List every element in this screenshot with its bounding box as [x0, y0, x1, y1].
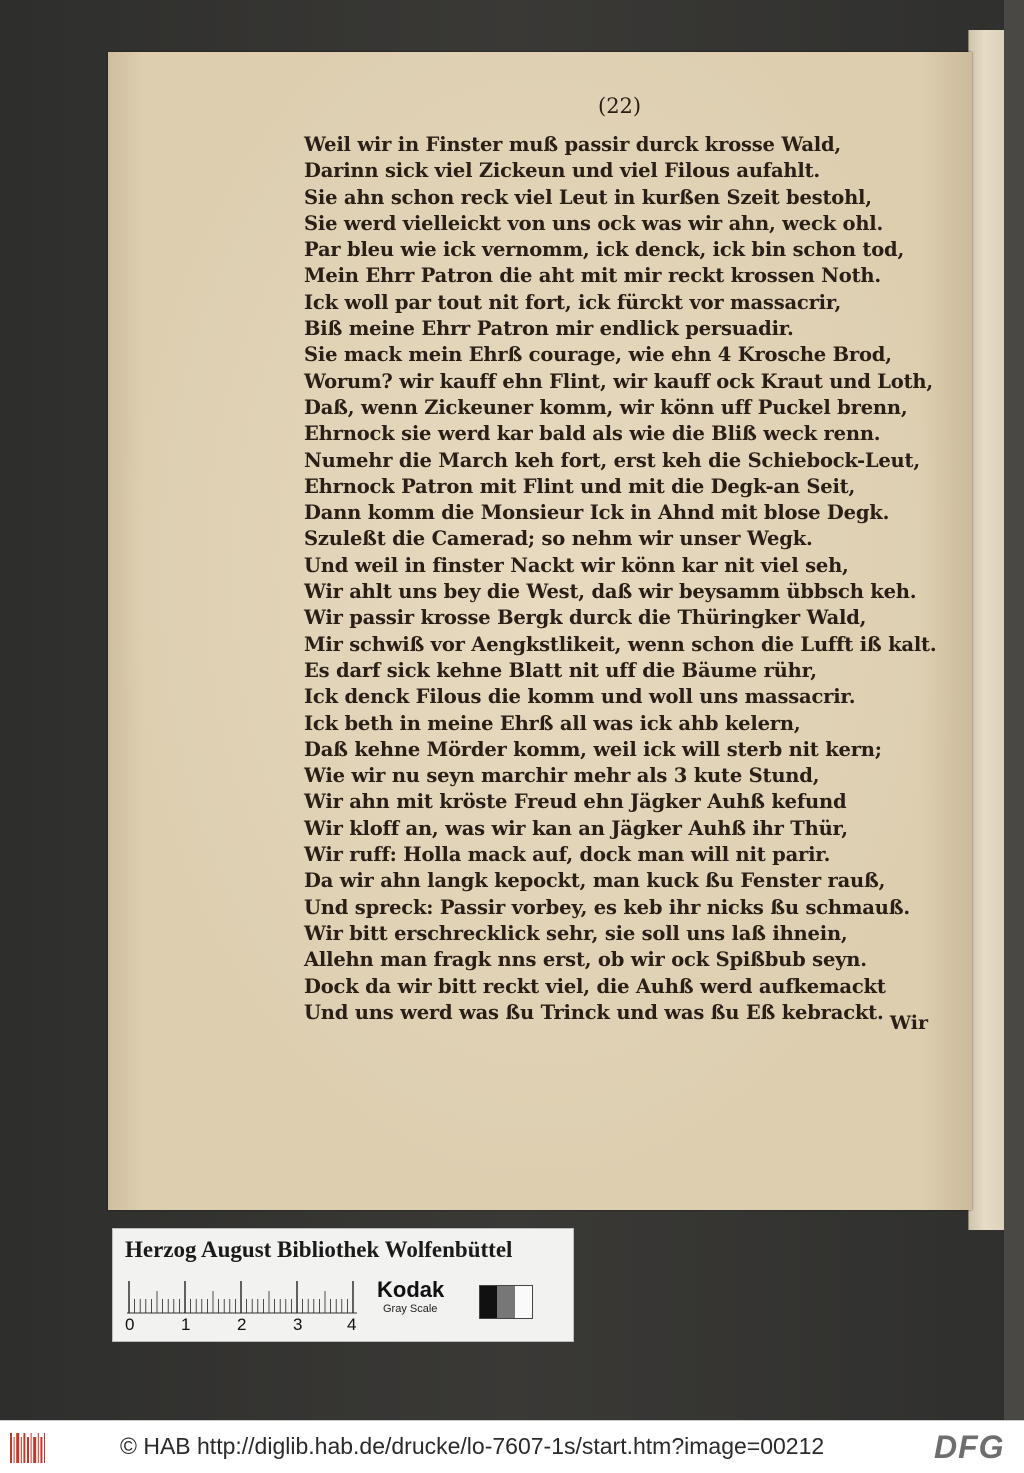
catchword: Wir: [889, 1012, 928, 1034]
ruler-number: 2: [237, 1315, 247, 1334]
verse-line: Wir ruff: Holla mack auf, dock man will nit parir.: [304, 843, 831, 867]
kodak-subtitle: Gray Scale: [383, 1303, 438, 1315]
verse-line: Sie werd vielleickt von uns ock was wir ahn, weck ohl.: [304, 211, 884, 235]
verse-line: Allehn man fragk nns erst, ob wir ock Spißbub seyn.: [304, 948, 867, 972]
verse-line: Numehr die March keh fort, erst keh die Schiebock-Leut,: [304, 448, 920, 472]
kodak-logo: Kodak: [377, 1277, 445, 1302]
footer-bar: [0, 1420, 1024, 1473]
verse-line: Daß, wenn Zickeuner komm, wir könn uff Puckel brenn,: [304, 395, 908, 419]
gray-scale-card: [112, 1228, 574, 1342]
ruler-number: 4: [347, 1315, 357, 1334]
gray-patch-mid: [497, 1286, 514, 1318]
gray-patch-white: [515, 1286, 532, 1318]
verse-line: Wir passir krosse Bergk durck die Thüringker Wald,: [304, 606, 867, 630]
verse-line: Wir kloff an, was wir kan an Jägker Auhß ihr Thür,: [304, 816, 848, 840]
verse-line: Wie wir nu seyn marchir mehr als 3 kute Stund,: [304, 764, 820, 788]
ruler-number: 3: [293, 1315, 303, 1334]
verse-line: Und uns werd was ßu Trinck und was ßu Eß kebrackt.: [304, 1000, 884, 1024]
verse-line: Ick denck Filous die komm und woll uns massacrir.: [304, 685, 856, 709]
verse-line: Sie ahn schon reck viel Leut in kurßen Szeit bestohl,: [304, 185, 872, 209]
ruler-number: 1: [181, 1315, 191, 1334]
library-name: Herzog August Bibliothek Wolfenbüttel: [125, 1237, 513, 1262]
gray-patches: [479, 1285, 533, 1319]
verse-line: Ick woll par tout nit fort, ick fürckt vor massacrir,: [304, 290, 842, 314]
verse-line: Und spreck: Passir vorbey, es keb ihr nicks ßu schmauß.: [304, 895, 910, 919]
barcode-logo-icon: [10, 1433, 50, 1463]
verse-line: Da wir ahn langk kepockt, man kuck ßu Fenster rauß,: [304, 869, 886, 893]
copyright-link[interactable]: © HAB http://diglib.hab.de/drucke/lo-7607-1s/start.htm?image=00212: [120, 1433, 825, 1459]
verse-line: Ehrnock sie werd kar bald als wie die Bliß weck renn.: [304, 422, 881, 446]
verse-line: Daß kehne Mörder komm, weil ick will sterb nit kern;: [304, 737, 882, 761]
dfg-logo: DFG: [934, 1429, 1005, 1465]
verse-line: Szuleßt die Camerad; so nehm wir unser Wegk.: [304, 527, 813, 551]
book-page: [108, 52, 972, 1210]
verse-line: Mir schwiß vor Aengkstlikeit, wenn schon die Lufft iß kalt.: [304, 632, 937, 656]
gray-patch-black: [480, 1286, 497, 1318]
verse-line: Darinn sick viel Zickeun und viel Filous aufahlt.: [304, 159, 820, 183]
verse-line: Par bleu wie ick vernomm, ick denck, ick bin schon tod,: [304, 238, 905, 262]
page-number: (22): [598, 94, 642, 118]
verse-line: Weil wir in Finster muß passir durck krosse Wald,: [304, 133, 842, 156]
verse-line: Es darf sick kehne Blatt nit uff die Bäume rühr,: [304, 658, 817, 682]
verse-line: Dock da wir bitt reckt viel, die Auhß werd aufkemackt: [304, 974, 886, 998]
verse-line: Und weil in finster Nackt wir könn kar nit viel seh,: [304, 553, 849, 577]
verse-line: Ick beth in meine Ehrß all was ick ahb kelern,: [304, 711, 801, 735]
verse-line: Wir ahlt uns bey die West, daß wir beysamm übbsch keh.: [304, 580, 917, 604]
verse-line: Sie mack mein Ehrß courage, wie ehn 4 Krosche Brod,: [304, 343, 892, 367]
verse-line: Mein Ehrr Patron die aht mit mir reckt krossen Noth.: [304, 264, 881, 288]
verse-text: [304, 132, 944, 1026]
verse-line: Ehrnock Patron mit Flint und mit die Degk-an Seit,: [304, 474, 856, 498]
verse-line: Wir bitt erschrecklick sehr, sie soll uns laß ihnein,: [304, 921, 848, 945]
verse-line: Biß meine Ehrr Patron mir endlick persuadir.: [304, 317, 794, 341]
verse-line: Worum? wir kauff ehn Flint, wir kauff ock Kraut und Loth,: [304, 369, 933, 393]
scan-border-right: [1004, 0, 1024, 1420]
verse-line: Wir ahn mit kröste Freud ehn Jägker Auhß kefund: [304, 790, 847, 814]
verse-line: Dann komm die Monsieur Ick in Ahnd mit blose Degk.: [304, 501, 890, 525]
ruler-number: 0: [125, 1315, 135, 1334]
ruler-scale: [127, 1279, 363, 1315]
